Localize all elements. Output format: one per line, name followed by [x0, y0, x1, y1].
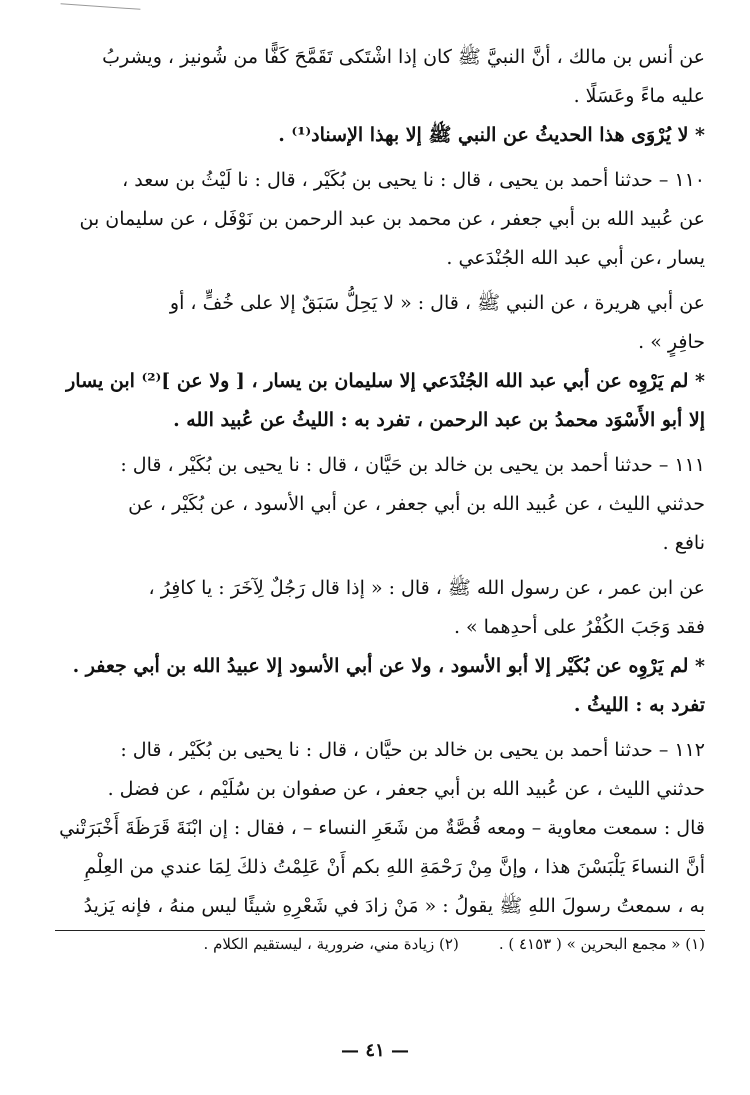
- text-line: فقد وَجَبَ الكُفْرُ على أحدِهما » .: [453, 616, 705, 638]
- text-line: عن أنس بن مالك ، أنَّ النبيَّ ﷺ كان إذا اشْتَكى تَقَمَّحَ كَفًّا من شُونيز ، ويشربُ: [102, 46, 705, 68]
- commentary-line: * لا يُرْوَى هذا الحديثُ عن النبي ﷺ إلا بهذا الإسناد⁽¹⁾ .: [278, 124, 705, 146]
- text-line: أنَّ النساءَ يَلْبَسْنَ هذا ، وإنَّ مِنْ رَحْمَةِ اللهِ بكم أَنْ عَلِمْتُ ذلكَ لِمَا عندي من العِلْمِ: [84, 856, 705, 878]
- text-line: يسار ،عن أبي عبد الله الجُنْدَعي .: [446, 247, 705, 269]
- commentary-line: إلا أبو الأَسْوَد محمدُ بن عبد الرحمن ، تفرد به : الليثُ عن عُبيد الله .: [173, 409, 705, 431]
- text-line: قال : سمعت معاوية – ومعه قُصَّةٌ من شَعَرِ النساء – ، فقال : إن ابْنَةَ قَرَظَةَ أَخْبَرَتْني: [59, 817, 705, 839]
- hadith-110-header: ١١٠ – حدثنا أحمد بن يحيى ، قال : نا يحيى بن بُكَيْر ، قال : نا لَيْثُ بن سعد ،: [122, 169, 705, 191]
- commentary-line: تفرد به : الليثُ .: [573, 694, 705, 716]
- commentary-line: * لم يَرْوِه عن بُكَيْر إلا أبو الأسود ، ولا عن أبي الأسود إلا عبيدُ الله بن أبي جعفر .: [72, 655, 705, 677]
- hadith-111-header: ١١١ – حدثنا أحمد بن يحيى بن خالد بن حَيَّان ، قال : نا يحيى بن بُكَيْر ، قال :: [120, 454, 705, 476]
- page-number: — ٤١ —: [341, 1040, 409, 1061]
- text-line: نافع .: [662, 532, 705, 554]
- scan-mark: [60, 3, 141, 24]
- text-line: عن ابن عمر ، عن رسول الله ﷺ ، قال : « إذا قال رَجُلٌ لِآخَرَ : يا كافِرُ ،: [148, 577, 705, 599]
- footnotes: [55, 931, 705, 957]
- text-line: حافِرٍ » .: [638, 331, 705, 353]
- text-line: عليه ماءً وعَسَلًا .: [573, 85, 705, 107]
- text-line: عن عُبيد الله بن أبي جعفر ، عن محمد بن عبد الرحمن بن نَوْفَل ، عن سليمان بن: [79, 208, 705, 230]
- hadith-112-header: ١١٢ – حدثنا أحمد بن يحيى بن خالد بن حيَّان ، قال : نا يحيى بن بُكَيْر ، قال :: [120, 739, 705, 761]
- text-line: به ، سمعتُ رسولَ اللهِ ﷺ يقولُ : « مَنْ زادَ في شَعْرِهِ شيئًا ليس منهُ ، فإنه يَزيدُ: [83, 895, 705, 917]
- document-page: [55, 38, 705, 1078]
- text-line: عن أبي هريرة ، عن النبي ﷺ ، قال : « لا يَحِلُّ سَبَقٌ إلا على خُفٍّ ، أو: [169, 292, 705, 314]
- footnote-2: (٢) زيادة مني، ضرورية ، ليستقيم الكلام .: [203, 935, 459, 953]
- footnote-1: (١) « مجمع البحرين » ( ٤١٥٣ ) .: [498, 935, 705, 953]
- text-line: حدثني الليث ، عن عُبيد الله بن أبي جعفر ، عن أبي الأسود ، عن بُكَيْر ، عن: [128, 493, 705, 515]
- commentary-line: * لم يَرْوِه عن أبي عبد الله الجُنْدَعي إلا سليمان بن يسار ، [ ولا عن ]⁽²⁾ ابن يسار: [66, 370, 705, 392]
- text-line: حدثني الليث ، عن عُبيد الله بن أبي جعفر ، عن صفوان بن سُلَيْم ، عن فضل .: [107, 778, 705, 800]
